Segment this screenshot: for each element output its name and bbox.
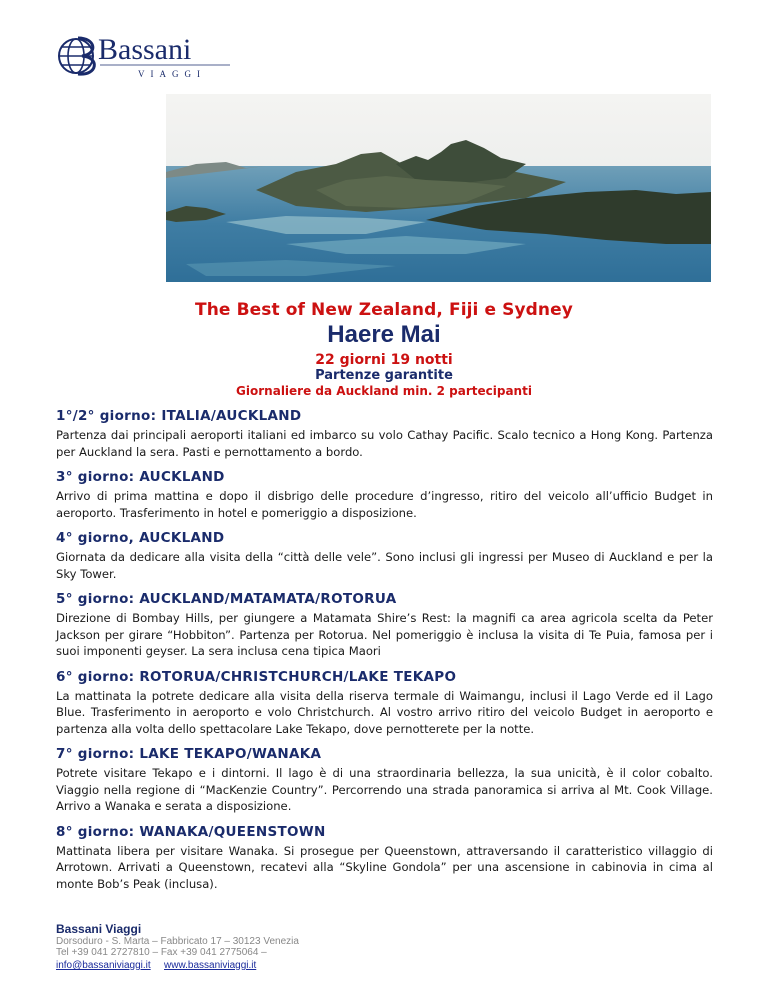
footer-phone: Tel +39 041 2727810 – Fax +39 041 2775064 –: [56, 947, 267, 958]
day-heading: 7° giorno: LAKE TEKAPO/WANAKA: [56, 746, 322, 762]
itinerary: [56, 408, 713, 901]
day-heading: 3° giorno: AUCKLAND: [56, 469, 225, 485]
day-description: Giornata da dedicare alla visita della “città delle vele”. Sono inclusi gli ingressi per Museo di Auckland e per la Sky Tower.: [56, 550, 713, 581]
itinerary-day: [56, 824, 713, 893]
day-heading: 8° giorno: WANAKA/QUEENSTOWN: [56, 823, 326, 840]
day-description: Arrivo di prima mattina e dopo il disbrigo delle procedure d’ingresso, ritiro del veicolo all’ufficio Budget in aeroporto. Trasferimento in hotel e pomeriggio a disposizione.: [56, 489, 713, 520]
departures-detail: Giornaliere da Auckland min. 2 partecipanti: [236, 384, 532, 398]
duration: 22 giorni 19 notti: [315, 352, 453, 368]
day-heading: 1°/2° giorno: ITALIA/AUCKLAND: [56, 408, 302, 424]
hero-photo: [166, 94, 711, 282]
day-description: Direzione di Bombay Hills, per giungere a Matamata Shire’s Rest: la magnifi ca area agricola scelta da Peter Jackson per girare “Hobbiton”. Partenza per Rotorua. Nel pomeriggio è inclusa la visita di Te Puia, famosa per i suoi imponenti geyser. La sera inclusa cena tipica Maori: [56, 611, 713, 658]
footer-address: Dorsoduro - S. Marta – Fabbricato 17 – 30123 Venezia: [56, 936, 299, 947]
itinerary-day: [56, 591, 713, 660]
tour-title: The Best of New Zealand, Fiji e Sydney: [195, 300, 573, 320]
brand-name: Bassani: [98, 33, 192, 66]
globe-icon: [59, 38, 94, 74]
brand-sub: VIAGGI: [138, 69, 206, 79]
itinerary-day: [56, 746, 713, 815]
day-heading: 4° giorno, AUCKLAND: [56, 530, 225, 546]
itinerary-day: [56, 530, 713, 582]
website-link[interactable]: www.bassaniviaggi.it: [164, 960, 257, 971]
departures-label: Partenze garantite: [315, 368, 453, 383]
day-description: Potrete visitare Tekapo e i dintorni. Il lago è di una straordinaria bellezza, la sua unicità, è il color cobalto. Viaggio nella regione di “MacKenzie Country”. Percorrendo una strada panoramica si arriva al Mt. Cook Village. Arrivo a Wanaka e serata a disposizione.: [56, 766, 713, 813]
footer: [56, 922, 456, 971]
itinerary-day: [56, 669, 713, 738]
day-heading: 6° giorno: ROTORUA/CHRISTCHURCH/LAKE TEKAPO: [56, 668, 457, 685]
bassani-logo: [56, 32, 236, 80]
email-link[interactable]: info@bassaniviaggi.it: [56, 960, 151, 971]
itinerary-day: [56, 408, 713, 460]
footer-links: [56, 958, 456, 971]
day-description: Partenza dai principali aeroporti italiani ed imbarco su volo Cathay Pacific. Scalo tecnico a Hong Kong. Partenza per Auckland la sera. Pasti e pernottamento a bordo.: [56, 428, 713, 459]
tour-name: Haere Mai: [327, 321, 441, 348]
itinerary-day: [56, 469, 713, 521]
day-description: Mattinata libera per visitare Wanaka. Si prosegue per Queenstown, attraversando il caratteristico villaggio di Arrotown. Arrivati a Queenstown, recatevi alla “Skyline Gondola” per una ascensione in cabinovia in cima al monte Bob’s Peak (inclusa).: [56, 843, 713, 891]
title-block: [0, 300, 768, 398]
footer-company: Bassani Viaggi: [56, 922, 142, 936]
day-description: La mattinata la potrete dedicare alla visita della riserva termale di Waimangu, inclusi il Lago Verde ed il Lago Blue. Trasferimento in aeroporto e volo Christchurch. Al vostro arrivo ritiro del veicolo Budget in aeroporto e partenza alla volta dello spettacolare Lake Tekapo, dove pernotterete per la notte.: [56, 688, 713, 736]
day-heading: 5° giorno: AUCKLAND/MATAMATA/ROTORUA: [56, 591, 397, 607]
